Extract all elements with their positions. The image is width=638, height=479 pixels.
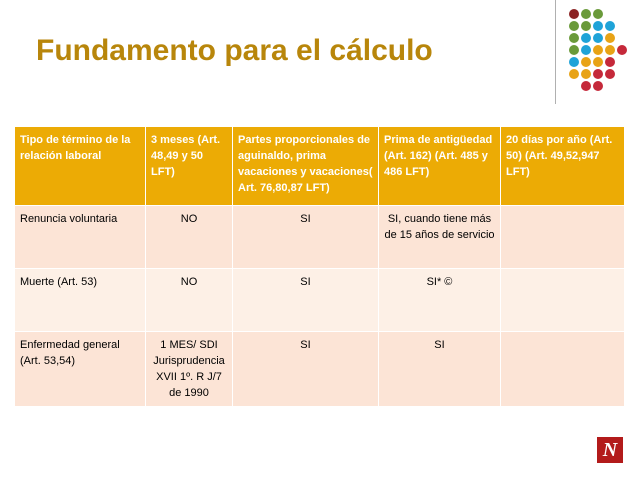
- dot-icon: [605, 45, 615, 55]
- dot-icon: [605, 57, 615, 67]
- header-termination-type: Tipo de término de la relación laboral: [15, 127, 146, 206]
- header-proportional-parts: Partes proporcionales de aguinaldo, prima vacaciones y vacaciones( Art. 76,80,87 LFT): [233, 127, 379, 206]
- dot-icon: [569, 21, 579, 31]
- dot-icon: [581, 45, 591, 55]
- header-seniority-premium: Prima de antigüedad (Art. 162) (Art. 485 y 486 LFT): [379, 127, 501, 206]
- table-cell: 1 MES/ SDI Jurisprudencia XVII 1º. R J/7 de 1990: [146, 332, 233, 407]
- dot-icon: [581, 21, 591, 31]
- dot-icon: [569, 33, 579, 43]
- header-three-months: 3 meses (Art. 48,49 y 50 LFT): [146, 127, 233, 206]
- slide-title: Fundamento para el cálculo: [36, 34, 433, 67]
- decorative-dots-icon: [565, 9, 625, 99]
- table-cell: Renuncia voluntaria: [15, 206, 146, 269]
- dot-icon: [569, 9, 579, 19]
- table-cell: SI* ©: [379, 269, 501, 332]
- dot-icon: [569, 69, 579, 79]
- dot-icon: [581, 9, 591, 19]
- table-row: [15, 206, 625, 269]
- dot-icon: [581, 57, 591, 67]
- table-cell: Enfermedad general (Art. 53,54): [15, 332, 146, 407]
- brand-logo-icon: N: [597, 437, 623, 463]
- table-cell: SI: [233, 332, 379, 407]
- header-twenty-days: 20 días por año (Art. 50) (Art. 49,52,947 LFT): [501, 127, 625, 206]
- table-cell: NO: [146, 269, 233, 332]
- table-cell: NO: [146, 206, 233, 269]
- dot-icon: [581, 33, 591, 43]
- dot-icon: [605, 21, 615, 31]
- table-cell: [501, 269, 625, 332]
- dot-icon: [593, 69, 603, 79]
- dot-icon: [581, 81, 591, 91]
- dot-icon: [617, 45, 627, 55]
- decorative-divider: [555, 0, 556, 104]
- dot-icon: [605, 69, 615, 79]
- table-cell: SI: [233, 206, 379, 269]
- table-cell: Muerte (Art. 53): [15, 269, 146, 332]
- dot-icon: [593, 57, 603, 67]
- table-row: [15, 269, 625, 332]
- dot-icon: [569, 45, 579, 55]
- dot-icon: [581, 69, 591, 79]
- dot-icon: [605, 33, 615, 43]
- dot-icon: [593, 9, 603, 19]
- table-cell: [501, 332, 625, 407]
- table-cell: SI: [233, 269, 379, 332]
- dot-icon: [593, 33, 603, 43]
- table-header-row: [15, 127, 625, 206]
- calculation-table: [14, 126, 625, 407]
- table-cell: [501, 206, 625, 269]
- dot-icon: [593, 45, 603, 55]
- table-row: [15, 332, 625, 407]
- table-cell: SI: [379, 332, 501, 407]
- dot-icon: [569, 57, 579, 67]
- dot-icon: [593, 81, 603, 91]
- table-cell: SI, cuando tiene más de 15 años de servicio: [379, 206, 501, 269]
- dot-icon: [593, 21, 603, 31]
